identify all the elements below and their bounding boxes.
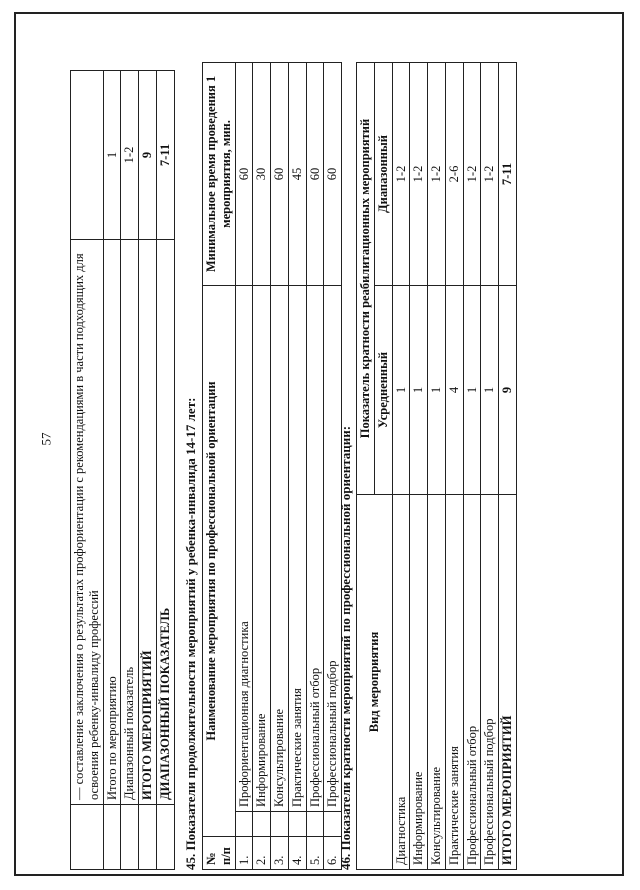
row-value: 7-11 [156, 71, 174, 240]
sec46-frequency-table [356, 62, 517, 870]
header-name: Наименование мероприятия по профессиональной ориентации [203, 286, 236, 837]
table-row [71, 71, 104, 870]
table-row: Профессиональный подбор 1 1-2 [481, 63, 499, 870]
row-value: 1 [103, 71, 121, 240]
table-row: 1. Профориентационная диагностика 60 [235, 63, 253, 870]
table-header-row [203, 63, 236, 870]
table-row [103, 71, 121, 870]
item-text: составление заключения о результатах профориентации с рекомендациями в части подходящих для освоения ребенку-инвалиду профессий [72, 253, 101, 800]
sec45-duration-table [202, 62, 342, 870]
header-range: Диапазонный [374, 63, 392, 286]
rotated-content [70, 30, 514, 870]
row-value: 9 [139, 71, 157, 240]
header-type: Вид мероприятия [357, 495, 393, 870]
table-total-row: ИТОГО МЕРОПРИЯТИЙ 9 7-11 [499, 63, 517, 870]
table-row: Практические занятия 4 2-6 [445, 63, 463, 870]
section-46-heading: 46. Показатели кратности мероприятий по профессиональной ориентации: [338, 425, 353, 870]
table-row [139, 71, 157, 870]
table-row: Профессиональный отбор 1 1-2 [463, 63, 481, 870]
header-group: Показатель кратности реабилитационных мероприятий [357, 63, 375, 495]
header-num: № п/п [203, 837, 236, 870]
row-label: Итого по мероприятию [103, 240, 121, 805]
header-avg: Усредненный [374, 286, 392, 495]
row-label: ИТОГО МЕРОПРИЯТИЙ [139, 240, 157, 805]
item-text-cell [71, 240, 104, 805]
table-row: Консультирование 1 1-2 [428, 63, 446, 870]
row-value: 1-2 [121, 71, 139, 240]
table-row: Информирование 1 1-2 [410, 63, 428, 870]
sec45-continuation-table [70, 70, 175, 870]
section-45-heading: 45. Показатели продолжительности мероприятий у ребенка-инвалида 14-17 лет: [183, 397, 198, 870]
table-row: 2. Информирование 30 [253, 63, 271, 870]
table-row: 5. Профессиональный отбор 60 [306, 63, 324, 870]
table-row [156, 71, 174, 870]
table-row: 6. Профессиональный подбор 60 [324, 63, 342, 870]
bullet-dash: — [72, 787, 86, 800]
row-label: ДИАПАЗОННЫЙ ПОКАЗАТЕЛЬ [156, 240, 174, 805]
table-row: 3. Консультирование 60 [271, 63, 289, 870]
row-label: Диапазонный показатель [121, 240, 139, 805]
page-number: 57 [38, 432, 54, 446]
table-row: 4. Практические занятия 45 [288, 63, 306, 870]
table-header-row [357, 63, 375, 870]
header-time: Минимальное время проведения 1 мероприятия, мин. [203, 63, 236, 286]
table-row: Диагностика 1 1-2 [392, 63, 410, 870]
table-row [121, 71, 139, 870]
